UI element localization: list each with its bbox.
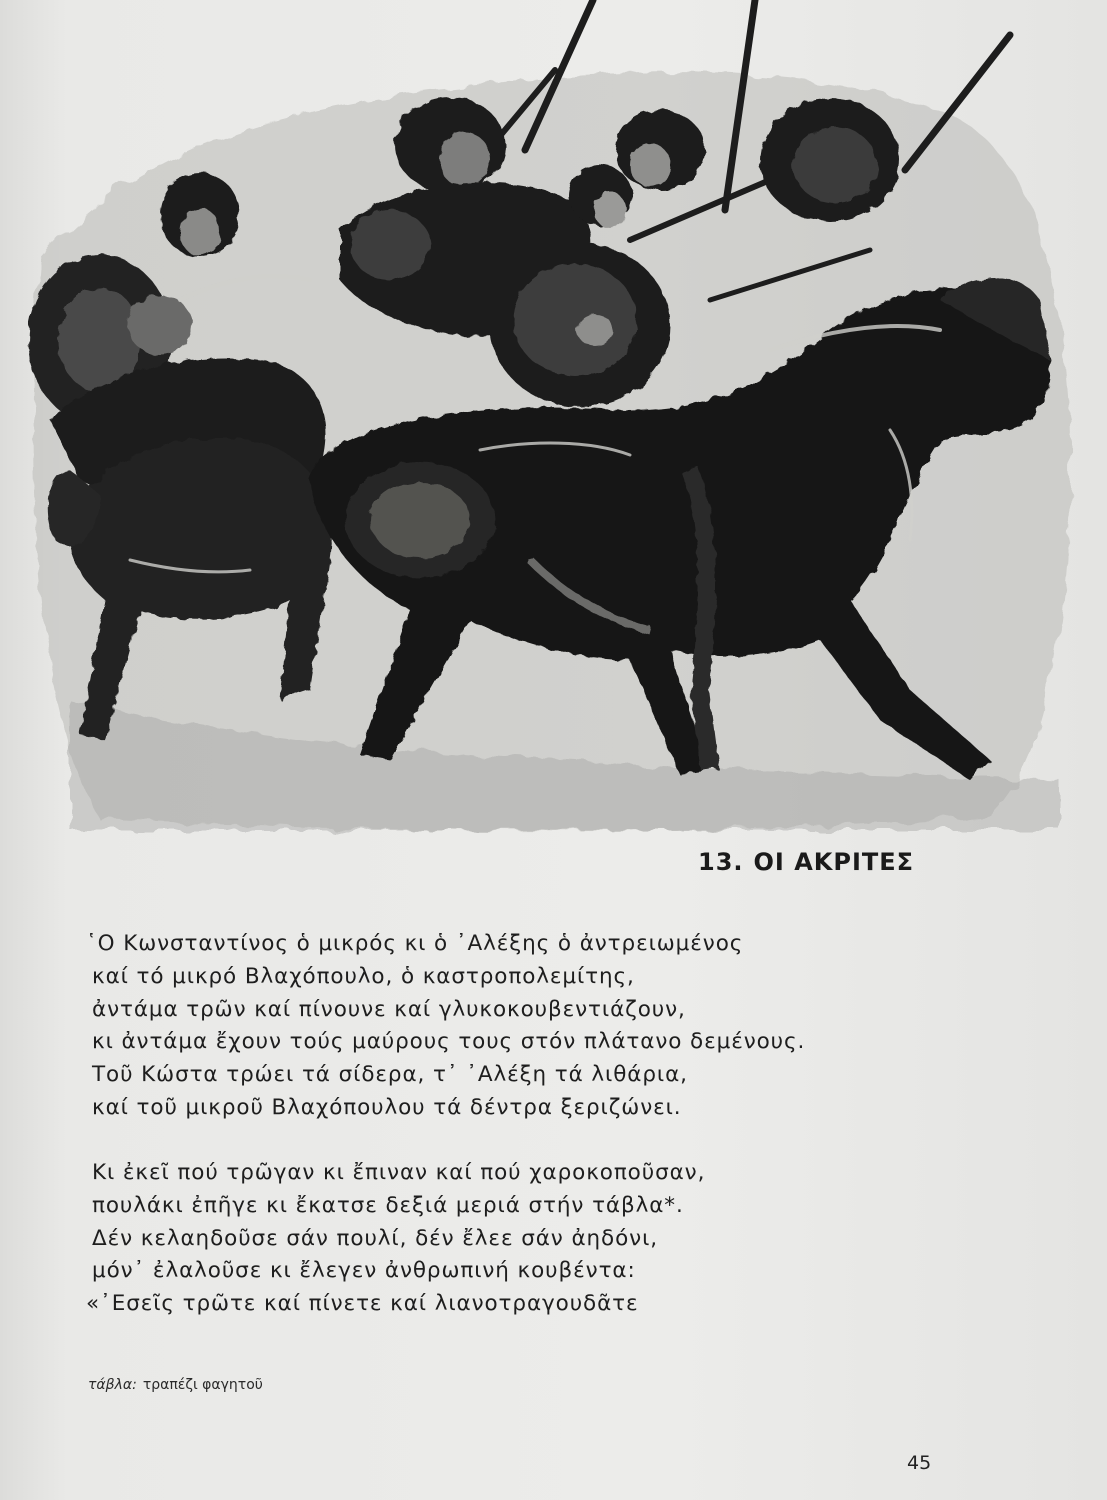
verse-line: Τοῦ Κώστα τρώει τά σίδερα, τ᾿ ᾿Αλέξη τά λιθάρια,: [92, 1062, 688, 1088]
verse-line: Δέν κελαηδοῦσε σάν πουλί, δέν ἔλεε σάν ἀηδόνι,: [92, 1225, 658, 1251]
chapter-heading: ΟΙ ΑΚΡΙΤΕΣ: [753, 848, 915, 876]
footnote: [88, 1377, 263, 1393]
verse-line: πουλάκι ἐπῆγε κι ἔκατσε δεξιά μεριά στήν τάβλα*.: [92, 1192, 684, 1218]
footnote-term: τάβλα:: [88, 1377, 137, 1393]
chapter-title: [698, 848, 914, 876]
poem-stanza-1: [86, 928, 892, 1125]
chapter-number: 13.: [698, 848, 744, 876]
verse-line: ῾Ο Κωνσταντίνος ὁ μικρός κι ὁ ᾿Αλέξης ὁ ἀντρειωμένος: [86, 931, 744, 956]
verse-line: κι ἀντάμα ἔχουν τούς μαύρους τους στόν πλάτανο δεμένους.: [92, 1029, 806, 1055]
poem-stanza-2: [86, 1157, 892, 1321]
verse-line: «᾿Εσεῖς τρῶτε καί πίνετε καί λιανοτραγουδᾶτε: [86, 1291, 639, 1317]
verse-line: καί τό μικρό Βλαχόπουλο, ὁ καστροπολεμίτης,: [92, 963, 635, 989]
footnote-definition: τραπέζι φαγητοῦ: [142, 1377, 263, 1393]
page-number: 45: [907, 1452, 932, 1474]
akrites-horsemen-illustration: [10, 0, 1080, 840]
verse-line: Κι ἐκεῖ πού τρῶγαν κι ἔπιναν καί πού χαροκοποῦσαν,: [92, 1160, 706, 1185]
verse-line: ἀντάμα τρῶν καί πίνουνε καί γλυκοκουβεντιάζουν,: [92, 996, 686, 1022]
verse-line: καί τοῦ μικροῦ Βλαχόπουλου τά δέντρα ξεριζώνει.: [92, 1094, 682, 1120]
verse-line: μόν᾿ ἐλαλοῦσε κι ἔλεγεν ἀνθρωπινή κουβέντα:: [92, 1258, 636, 1284]
